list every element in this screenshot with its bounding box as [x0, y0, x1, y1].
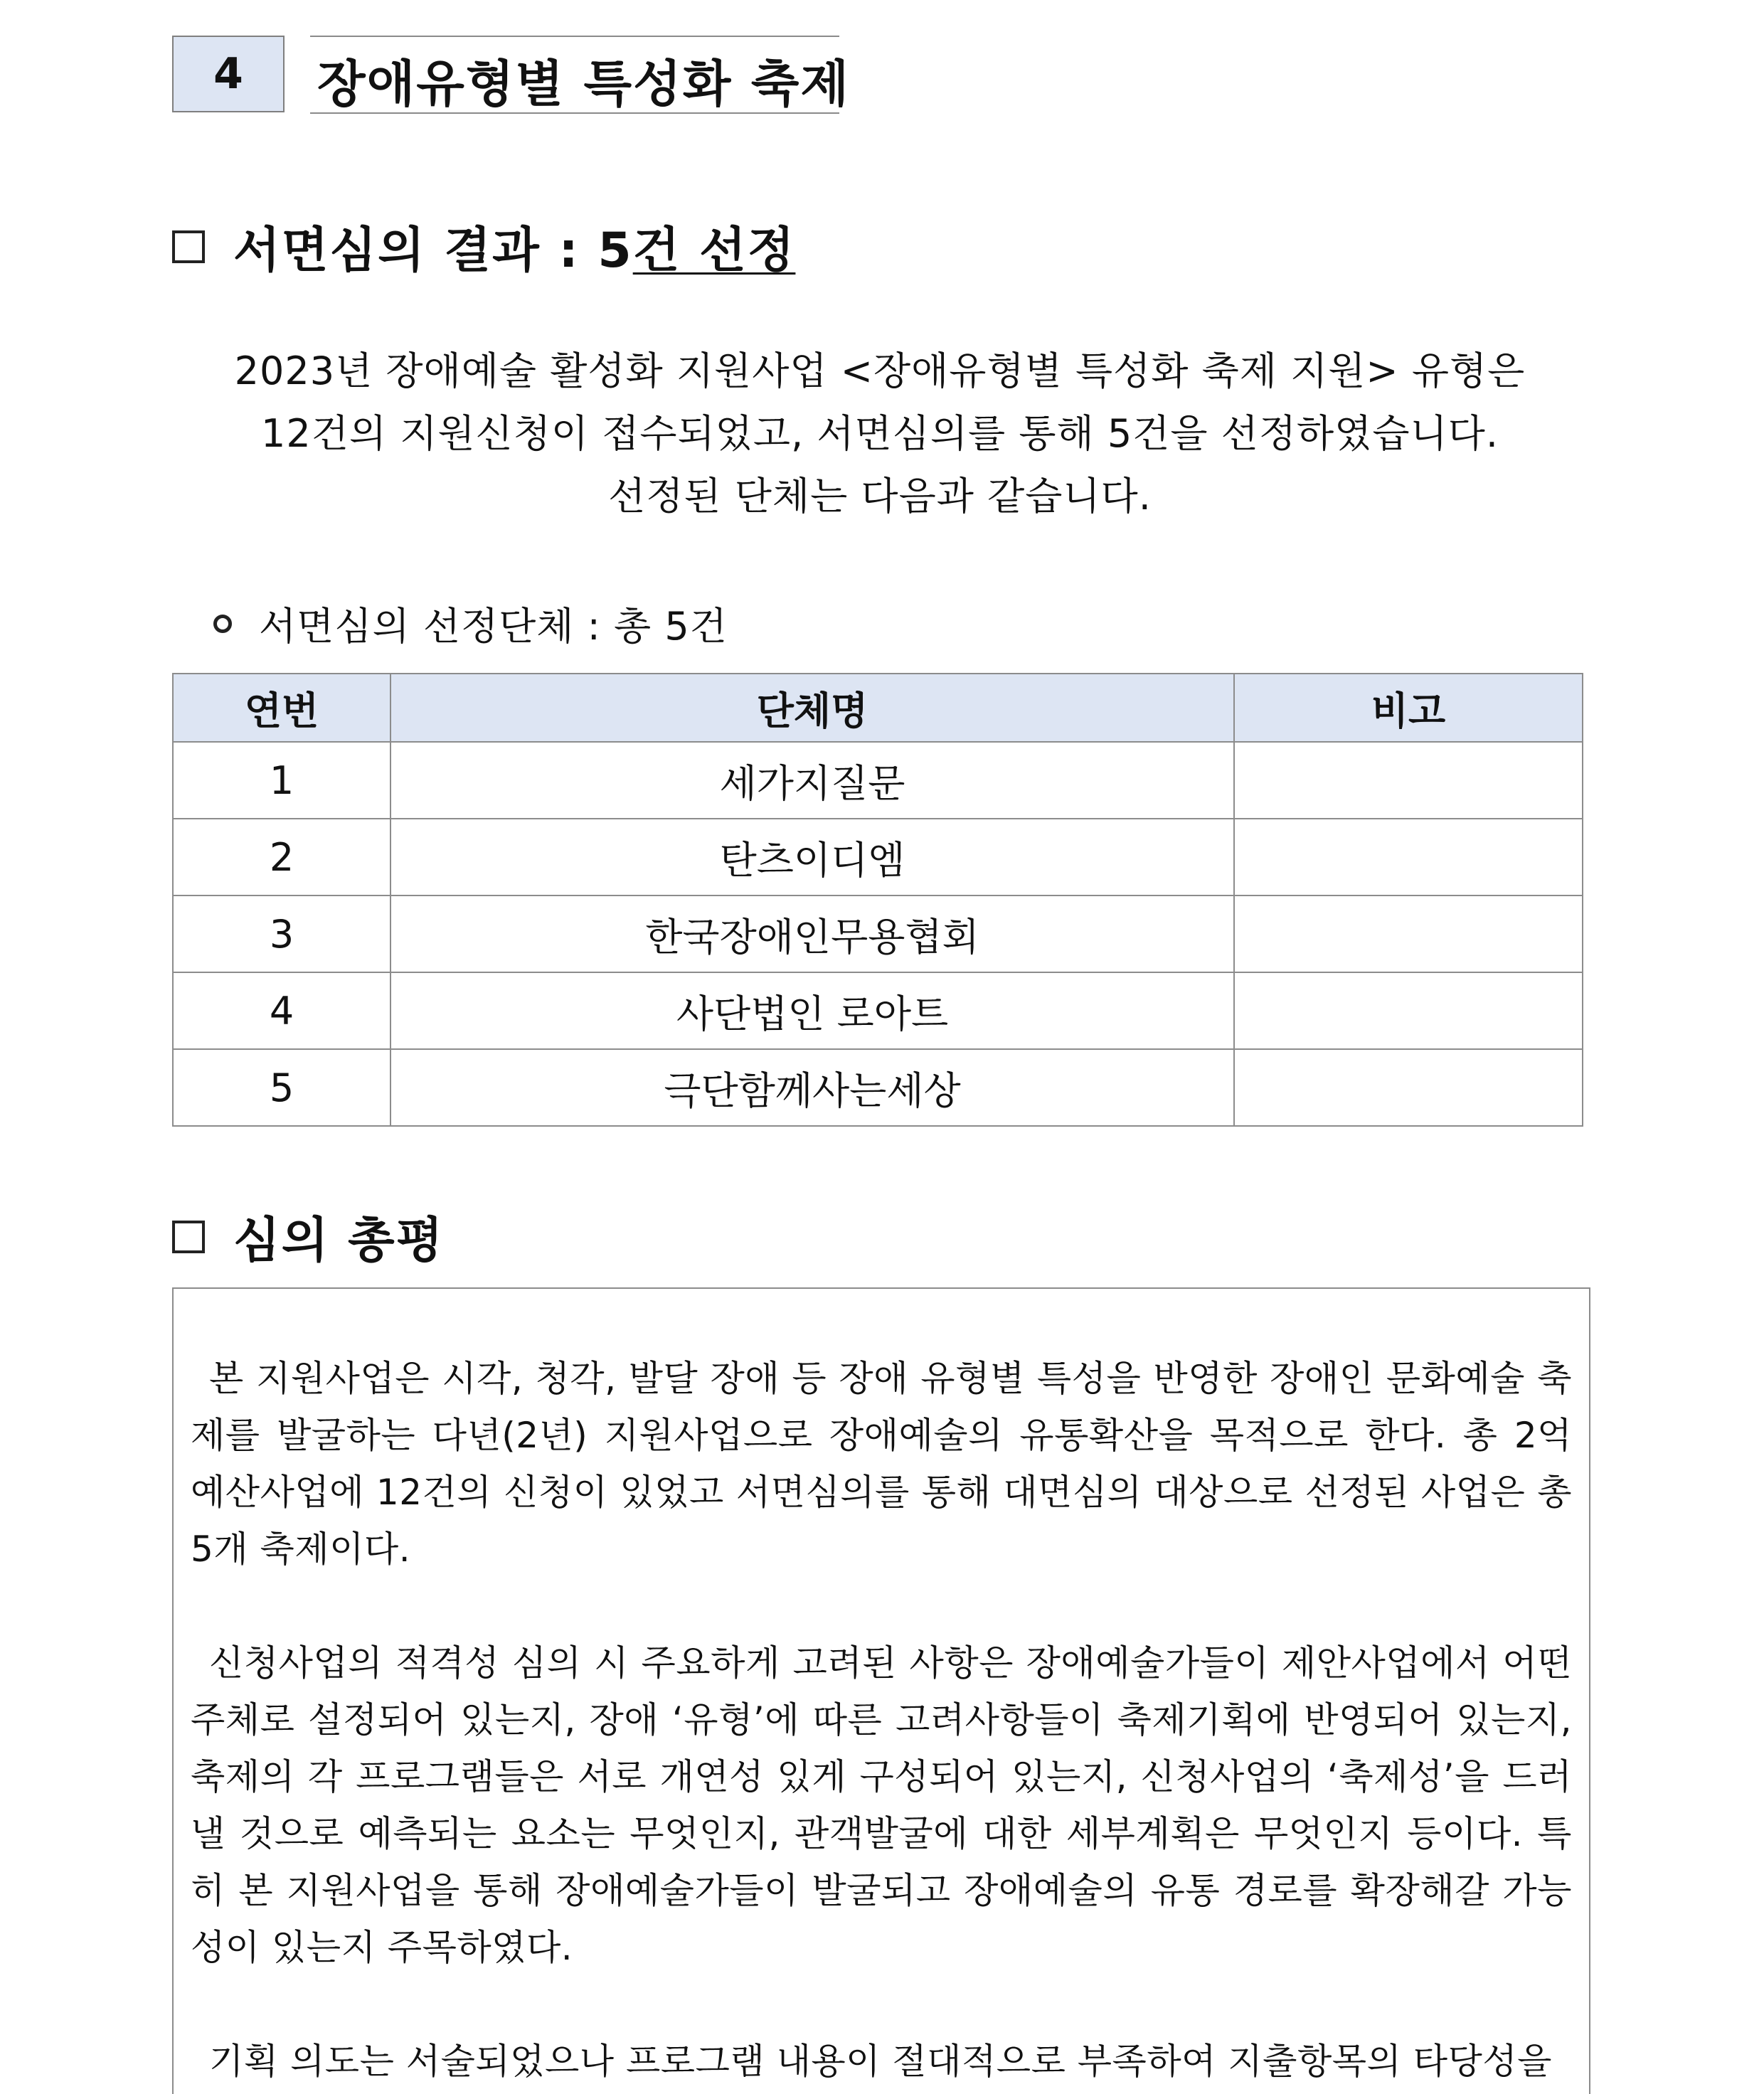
table-row: [173, 972, 1583, 1049]
cell-note: [1234, 1049, 1583, 1126]
selected-groups-table: [172, 673, 1583, 1127]
cell-no: 5: [173, 1049, 390, 1126]
result-heading-prefix: 서면심의 결과 : 5: [233, 223, 633, 279]
selected-groups-bullet: [213, 596, 728, 651]
intro-paragraph: [172, 340, 1588, 528]
review-box: [172, 1287, 1590, 2094]
intro-line: 2023년 장애예술 활성화 지원사업 <장애유형별 특성화 축제 지원> 유형은: [234, 349, 1526, 393]
result-heading-underlined: 건 선정: [632, 223, 796, 279]
cell-name: 사단법인 로아트: [390, 972, 1234, 1049]
table-row: [173, 895, 1583, 972]
cell-name: 극단함께사는세상: [390, 1049, 1234, 1126]
table-row: [173, 1049, 1583, 1126]
section-number: 4: [172, 36, 285, 112]
section-title-frame: [310, 36, 850, 114]
table-row: [173, 819, 1583, 895]
circle-bullet-icon: [213, 615, 232, 633]
cell-note: [1234, 819, 1583, 895]
table-row: [173, 742, 1583, 819]
cell-name: 세가지질문: [390, 742, 1234, 819]
cell-no: 1: [173, 742, 390, 819]
square-bullet-icon: [172, 1221, 205, 1253]
cell-note: [1234, 742, 1583, 819]
table-header-row: [173, 674, 1583, 742]
result-heading: [172, 212, 795, 281]
cell-no: 3: [173, 895, 390, 972]
cell-no: 4: [173, 972, 390, 1049]
header-note: 비고: [1234, 674, 1583, 742]
review-heading-text: 심의 총평: [233, 1213, 445, 1269]
cell-name: 한국장애인무용협회: [390, 895, 1234, 972]
review-paragraph: 기획 의도는 서술되었으나 프로그램 내용이 절대적으로 부족하여 지출항목의 타당성을: [209, 2041, 1552, 2082]
section-header: [172, 36, 969, 115]
review-paragraph: 본 지원사업은 시각, 청각, 발달 장애 등 장애 유형별 특성을 반영한 장애인 문화예술 축제를 발굴하는 다년(2년) 지원사업으로 장애예술의 유통확산을 목적으로 한다. 총 2억 예산사업에 12건의 신청이 있었고 서면심의를 통해 대면심의 대상으로 선정된 사업은 총 5개 축제이다.: [191, 1358, 1572, 1570]
review-paragraph: 신청사업의 적격성 심의 시 주요하게 고려된 사항은 장애예술가들이 제안사업에서 어떤 주체로 설정되어 있는지, 장애 ‘유형’에 따른 고려사항들이 축제기획에 반영되어 있는지, 축제의 각 프로그램들은 서로 개연성 있게 구성되어 있는지, 신청사업의 ‘축제성’을 드러낼 것으로 예측되는 요소는 무엇인지, 관객발굴에 대한 세부계획은 무엇인지 등이다. 특히 본 지원사업을 통해 장애예술가들이 발굴되고 장애예술의 유통 경로를 확장해갈 가능성이 있는지 주목하였다.: [191, 1642, 1572, 1968]
intro-line: 12건의 지원신청이 접수되었고, 서면심의를 통해 5건을 선정하였습니다.: [261, 411, 1499, 456]
selected-groups-label: 서면심의 선정단체 : 총 5건: [259, 604, 728, 649]
cell-name: 탄츠이디엠: [390, 819, 1234, 895]
intro-line: 선정된 단체는 다음과 같습니다.: [608, 474, 1152, 519]
cell-note: [1234, 895, 1583, 972]
header-no: 연번: [173, 674, 390, 742]
header-name: 단체명: [390, 674, 1234, 742]
review-heading: [172, 1202, 444, 1271]
cell-no: 2: [173, 819, 390, 895]
section-title: 장애유형별 특성화 축제: [317, 55, 850, 113]
cell-note: [1234, 972, 1583, 1049]
square-bullet-icon: [172, 230, 205, 263]
